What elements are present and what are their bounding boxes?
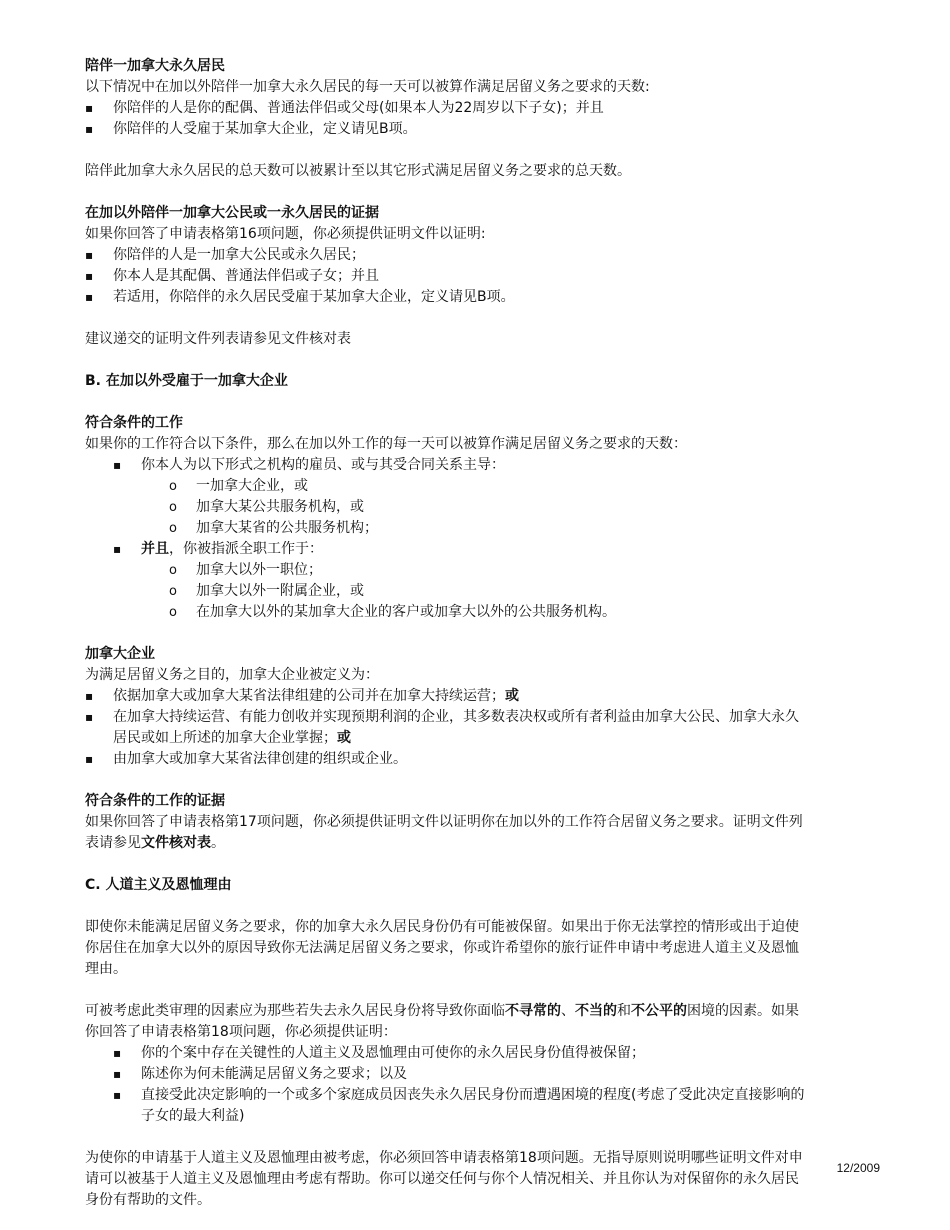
- list-item: ▪ 你陪伴的人是一加拿大公民或永久居民；: [85, 245, 880, 266]
- sub-list-item: o 一加拿大企业，或: [85, 476, 880, 497]
- text: 即使你未能满足居留义务之要求，你的加拿大永久居民身份仍有可能被保留。如果出于你无法掌控的情形或出于迫使: [85, 919, 799, 935]
- text: 直接受此决定影响的一个或多个家庭成员因丧失永久居民身份而遭遇困境的程度(考虑了受此决定直接影响的: [141, 1087, 805, 1103]
- text: 表请参见: [85, 835, 141, 851]
- list-item: ▪ 你本人为以下形式之机构的雇员、或与其受合同关系主导：: [85, 455, 880, 476]
- list-item: [85, 539, 880, 560]
- sub-list-item: o 加拿大以外一附属企业，或: [85, 581, 880, 602]
- bullet-list: [85, 1043, 880, 1127]
- bold-text: 不寻常的: [505, 1003, 561, 1019]
- list-item: ▪ 你陪伴的人受雇于某加拿大企业，定义请见B项。: [85, 119, 880, 140]
- footer-date: 12/2009: [836, 1161, 880, 1175]
- text: 居民或如上所述的加拿大企业掌握；: [113, 730, 337, 746]
- section-heading-b: B. 在加以外受雇于一加拿大企业: [85, 373, 288, 389]
- list-item: ▪ 若适用，你陪伴的永久居民受雇于某加拿大企业，定义请见B项。: [85, 287, 880, 308]
- text: 你回答了申请表格第18项问题，你必须提供证明：: [85, 1024, 397, 1040]
- text: 。: [211, 835, 225, 851]
- document-page: [85, 56, 880, 1211]
- text: 请可以被基于人道主义及恩恤理由考虑有帮助。你可以递交任何与你个人情况相关、并且你认为对保留你的永久居民: [85, 1171, 799, 1187]
- list-item: ▪ 你本人是其配偶、普通法伴侣或子女；并且: [85, 266, 880, 287]
- section-heading-c: C. 人道主义及恩恤理由: [85, 877, 232, 893]
- text: 身份有帮助的文件。: [85, 1192, 211, 1208]
- heading-qualifying-work: 符合条件的工作: [85, 415, 183, 431]
- paragraph: 以下情况中在加以外陪伴一加拿大永久居民的每一天可以被算作满足居留义务之要求的天数:: [85, 79, 650, 95]
- heading-accompany-pr: 陪伴一加拿大永久居民: [85, 58, 225, 74]
- text: 你居住在加拿大以外的原因导致你无法满足居留义务之要求，你或许希望你的旅行证件申请中考虑进人道主义及恩恤: [85, 940, 799, 956]
- paragraph: 如果你的工作符合以下条件，那么在加以外工作的每一天可以被算作满足居留义务之要求的天数：: [85, 436, 687, 452]
- list-item: ▪ 由加拿大或加拿大某省法律创建的组织或企业。: [85, 749, 880, 770]
- heading-work-evidence: 符合条件的工作的证据: [85, 793, 225, 809]
- paragraph: [85, 1148, 880, 1211]
- paragraph: 为满足居留义务之目的，加拿大企业被定义为：: [85, 667, 379, 683]
- paragraph: 陪伴此加拿大永久居民的总天数可以被累计至以其它形式满足居留义务之要求的总天数。: [85, 163, 631, 179]
- bold-text: 文件核对表: [141, 835, 211, 851]
- paragraph: [85, 917, 880, 980]
- paragraph: [85, 812, 880, 854]
- bold-text: 不当的: [575, 1003, 617, 1019]
- bold-text: 并且: [141, 541, 169, 557]
- list-item: [85, 686, 880, 707]
- bullet-list: [85, 98, 880, 140]
- paragraph: 如果你回答了申请表格第16项问题，你必须提供证明文件以证明:: [85, 226, 486, 242]
- list-item: [85, 707, 880, 749]
- list-item: ▪ 你的个案中存在关键性的人道主义及恩恤理由可使你的永久居民身份值得被保留；: [85, 1043, 880, 1064]
- text: 、: [561, 1003, 575, 1019]
- text: 依据加拿大或加拿大某省法律组建的公司并在加拿大持续运营；: [113, 688, 505, 704]
- sub-list-item: o 加拿大某省的公共服务机构；: [85, 518, 880, 539]
- text: 困境的因素。如果: [687, 1003, 799, 1019]
- sub-list-item: o 加拿大以外一职位；: [85, 560, 880, 581]
- text: 理由。: [85, 961, 127, 977]
- text: 在加拿大持续运营、有能力创收并实现预期利润的企业，其多数表决权或所有者利益由加拿大公民、加拿大永久: [113, 709, 799, 725]
- sub-list-item: o 加拿大某公共服务机构，或: [85, 497, 880, 518]
- bullet-list: [85, 686, 880, 770]
- text: 可被考虑此类审理的因素应为那些若失去永久居民身份将导致你面临: [85, 1003, 505, 1019]
- list-item: [85, 1085, 880, 1127]
- bullet-list: [85, 455, 880, 623]
- text: 子女的最大利益): [141, 1108, 245, 1124]
- heading-accompany-evidence: 在加以外陪伴一加拿大公民或一永久居民的证据: [85, 205, 379, 221]
- bold-text: 或: [337, 730, 351, 746]
- text: 如果你回答了申请表格第17项问题，你必须提供证明文件以证明你在加以外的工作符合居留义务之要求。证明文件列: [85, 814, 803, 830]
- paragraph: [85, 1001, 880, 1043]
- heading-canadian-business: 加拿大企业: [85, 646, 155, 662]
- text: 为使你的申请基于人道主义及恩恤理由被考虑，你必须回答申请表格第18项问题。无指导原则说明哪些证明文件对申: [85, 1150, 803, 1166]
- bold-text: 不公平的: [631, 1003, 687, 1019]
- text: 和: [617, 1003, 631, 1019]
- list-item: ▪ 陈述你为何未能满足居留义务之要求；以及: [85, 1064, 880, 1085]
- bold-text: 或: [505, 688, 519, 704]
- sub-list-item: o 在加拿大以外的某加拿大企业的客户或加拿大以外的公共服务机构。: [85, 602, 880, 623]
- paragraph: 建议递交的证明文件列表请参见文件核对表: [85, 331, 351, 347]
- text: ，你被指派全职工作于：: [169, 541, 323, 557]
- list-item: ▪ 你陪伴的人是你的配偶、普通法伴侣或父母(如果本人为22周岁以下子女)；并且: [85, 98, 880, 119]
- bullet-list: [85, 245, 880, 308]
